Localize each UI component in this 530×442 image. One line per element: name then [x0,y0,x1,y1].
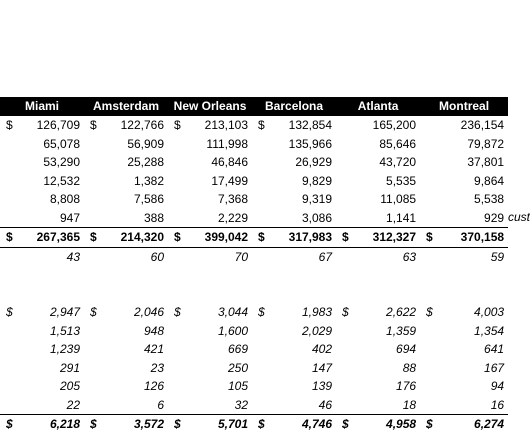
currency-symbol-cell[interactable]: $ [342,305,349,319]
value-cell[interactable]: 2,229 [218,210,249,225]
value-cell[interactable]: 1,513 [49,323,81,338]
value-cell[interactable]: 948 [143,323,165,338]
value-cell[interactable]: 3,044 [218,305,249,319]
header-row [0,97,508,116]
value-cell[interactable]: 26,929 [295,155,333,169]
data-row [0,322,508,341]
currency-symbol-cell[interactable] [336,396,352,415]
data-row [0,377,508,396]
value-cell[interactable]: 641 [484,342,505,356]
currency-symbol-cell[interactable] [336,135,352,154]
value-cell[interactable]: 1,983 [302,305,333,319]
value-cell[interactable]: 3,086 [302,210,333,225]
value-cell[interactable]: 1,354 [474,323,505,338]
count-row [0,247,508,266]
currency-symbol-cell[interactable]: $ [258,118,265,132]
currency-symbol-cell[interactable] [84,247,100,266]
value-cell[interactable]: 79,872 [467,136,505,151]
value-cell[interactable]: 291 [59,360,81,375]
value-cell[interactable]: 388 [143,210,165,225]
empty-row [0,285,508,304]
currency-symbol-cell[interactable] [84,135,100,154]
data-row [0,209,508,228]
value-cell[interactable]: 18 [402,397,417,412]
currency-symbol-cell[interactable] [84,209,100,228]
side-note-cust[interactable]: cust [508,210,530,224]
currency-symbol-cell[interactable] [336,116,352,135]
currency-symbol-cell[interactable] [168,135,184,154]
value-cell[interactable]: 53,290 [43,155,81,169]
currency-symbol-cell[interactable] [168,322,184,341]
value-cell[interactable]: 2,046 [133,305,165,319]
currency-symbol-cell[interactable] [0,172,16,191]
empty-cell[interactable] [0,266,508,285]
value-cell[interactable]: 139 [312,379,333,393]
currency-symbol-cell[interactable] [168,340,184,359]
currency-symbol-cell[interactable] [420,153,436,172]
value-cell[interactable]: 8,808 [49,192,81,206]
data-row [0,190,508,209]
currency-symbol-cell[interactable] [252,359,268,378]
value-cell[interactable]: 6,274 [436,415,508,434]
currency-symbol-cell[interactable] [336,359,352,378]
currency-symbol-cell[interactable]: $ [90,118,97,132]
currency-symbol-cell[interactable]: $ [90,305,97,319]
value-cell[interactable]: 59 [490,249,505,264]
value-cell[interactable]: 135,966 [288,136,333,151]
value-cell[interactable]: 205 [59,379,81,393]
currency-symbol-cell[interactable] [252,396,268,415]
total-row [0,228,508,248]
currency-symbol-cell[interactable] [336,247,352,266]
value-cell[interactable]: 85,646 [379,136,417,151]
currency-symbol-cell[interactable] [420,190,436,209]
currency-symbol-cell[interactable] [84,322,100,341]
value-cell[interactable]: 1,359 [386,323,417,338]
value-cell[interactable]: 1,141 [386,210,417,225]
value-cell[interactable]: 947 [59,210,81,225]
currency-symbol-cell[interactable] [168,153,184,172]
value-cell[interactable]: 1,239 [49,342,81,356]
currency-symbol-cell[interactable]: $ [6,305,13,319]
currency-symbol-cell[interactable] [252,377,268,396]
currency-symbol-cell[interactable]: $ [0,228,16,248]
currency-symbol-cell[interactable] [84,396,100,415]
value-cell[interactable]: 167 [484,360,505,375]
currency-symbol-cell[interactable] [420,135,436,154]
currency-symbol-cell[interactable]: $ [252,228,268,248]
value-cell[interactable]: 9,319 [302,192,333,206]
value-cell[interactable]: 9,829 [302,173,333,188]
value-cell[interactable]: 4,746 [268,415,336,434]
currency-symbol-cell[interactable] [336,340,352,359]
value-cell[interactable]: 65,078 [43,136,81,151]
currency-symbol-cell[interactable] [84,377,100,396]
column-header-atlanta[interactable]: Atlanta [336,97,420,116]
value-cell[interactable]: 12,532 [43,173,81,188]
value-cell[interactable]: 1,600 [218,323,249,338]
currency-symbol-cell[interactable]: $ [168,228,184,248]
currency-symbol-cell[interactable] [336,322,352,341]
value-cell[interactable]: 11,085 [380,192,417,206]
currency-symbol-cell[interactable]: $ [336,228,352,248]
data-row [0,396,508,415]
data-row [0,135,508,154]
currency-symbol-cell[interactable] [84,190,100,209]
value-cell[interactable]: 5,535 [386,173,417,188]
currency-symbol-cell[interactable] [168,190,184,209]
currency-symbol-cell[interactable] [0,135,16,154]
value-cell[interactable]: 111,998 [206,136,249,151]
value-cell[interactable]: 2,947 [49,305,81,319]
value-cell[interactable]: 312,327 [352,228,420,248]
currency-symbol-cell[interactable] [420,116,436,135]
value-cell[interactable]: 3,572 [100,415,168,434]
data-row [0,116,508,135]
currency-symbol-cell[interactable] [168,359,184,378]
data-row [0,172,508,191]
value-cell[interactable]: 6,218 [16,415,84,434]
currency-symbol-cell[interactable]: $ [426,305,433,319]
value-cell[interactable]: 88 [402,360,417,375]
value-cell[interactable]: 5,538 [474,192,505,206]
currency-symbol-cell[interactable] [420,209,436,228]
currency-symbol-cell[interactable] [420,340,436,359]
value-cell[interactable]: 9,864 [474,173,505,188]
currency-symbol-cell[interactable]: $ [84,415,100,434]
value-cell[interactable]: 122,766 [120,118,165,132]
currency-symbol-cell[interactable] [420,247,436,266]
currency-symbol-cell[interactable] [0,153,16,172]
value-cell[interactable]: 694 [396,342,417,356]
currency-symbol-cell[interactable] [84,359,100,378]
currency-symbol-cell[interactable] [252,340,268,359]
value-cell[interactable]: 214,320 [100,228,168,248]
currency-symbol-cell[interactable] [0,209,16,228]
currency-symbol-cell[interactable] [0,396,16,415]
currency-symbol-cell[interactable]: $ [174,118,181,132]
currency-symbol-cell[interactable] [252,172,268,191]
value-cell[interactable]: 43,720 [379,155,417,169]
value-cell[interactable]: 6 [157,397,165,412]
currency-symbol-cell[interactable] [0,190,16,209]
total-row [0,415,508,434]
currency-symbol-cell[interactable] [0,340,16,359]
value-cell[interactable]: 1,382 [133,173,165,188]
currency-symbol-cell[interactable]: $ [336,415,352,434]
value-cell[interactable]: 60 [150,249,165,264]
value-cell[interactable]: 402 [312,342,333,356]
value-cell[interactable]: 46,846 [211,155,249,169]
currency-symbol-cell[interactable] [252,322,268,341]
data-row [0,303,508,322]
currency-symbol-cell[interactable] [420,359,436,378]
value-cell[interactable]: 105 [228,379,249,393]
value-cell[interactable]: 46 [318,397,333,412]
currency-symbol-cell[interactable]: $ [84,228,100,248]
value-cell[interactable]: 70 [234,249,249,264]
value-cell[interactable]: 669 [228,342,249,356]
value-cell[interactable]: 4,958 [352,415,420,434]
value-cell[interactable]: 4,003 [474,305,505,319]
value-cell[interactable]: 176 [396,379,417,393]
currency-symbol-cell[interactable] [84,340,100,359]
value-cell[interactable]: 147 [312,360,333,375]
column-header-montreal[interactable]: Montreal [420,97,508,116]
column-header-miami[interactable]: Miami [0,97,84,116]
currency-symbol-cell[interactable] [252,209,268,228]
data-row [0,340,508,359]
spreadsheet-table [0,97,508,434]
currency-symbol-cell[interactable]: $ [420,415,436,434]
currency-symbol-cell[interactable]: $ [258,305,265,319]
currency-symbol-cell[interactable]: $ [168,415,184,434]
currency-symbol-cell[interactable] [84,172,100,191]
currency-symbol-cell[interactable] [168,209,184,228]
value-cell[interactable]: 165,200 [372,118,417,132]
value-cell[interactable]: 63 [402,249,417,264]
value-cell[interactable]: 236,154 [460,118,505,132]
currency-symbol-cell[interactable]: $ [420,228,436,248]
data-row [0,153,508,172]
value-cell[interactable]: 25,288 [127,155,165,169]
value-cell[interactable]: 7,586 [133,192,165,206]
value-cell[interactable]: 43 [66,249,81,264]
value-cell[interactable]: 94 [490,379,505,393]
currency-symbol-cell[interactable] [168,396,184,415]
value-cell[interactable]: 213,103 [204,118,249,132]
value-cell[interactable]: 126,709 [36,118,81,132]
currency-symbol-cell[interactable]: $ [174,305,181,319]
column-header-new-orleans[interactable]: New Orleans [168,97,252,116]
value-cell[interactable]: 23 [150,360,165,375]
value-cell[interactable]: 17,499 [211,173,249,188]
currency-symbol-cell[interactable]: $ [252,415,268,434]
value-cell[interactable]: 16 [490,397,505,412]
value-cell[interactable]: 421 [143,342,165,356]
currency-symbol-cell[interactable] [336,209,352,228]
column-header-amsterdam[interactable]: Amsterdam [84,97,168,116]
value-cell[interactable]: 5,701 [184,415,252,434]
empty-row [0,266,508,285]
currency-symbol-cell[interactable] [252,190,268,209]
currency-symbol-cell[interactable] [252,135,268,154]
currency-symbol-cell[interactable] [420,396,436,415]
value-cell[interactable]: 37,801 [467,155,505,169]
currency-symbol-cell[interactable] [252,153,268,172]
currency-symbol-cell[interactable] [0,247,16,266]
currency-symbol-cell[interactable] [84,153,100,172]
value-cell[interactable]: 22 [66,397,81,412]
value-cell[interactable]: 250 [228,360,249,375]
currency-symbol-cell[interactable] [168,377,184,396]
empty-cell[interactable] [0,285,508,304]
currency-symbol-cell[interactable] [168,172,184,191]
value-cell[interactable]: 370,158 [436,228,508,248]
value-cell[interactable]: 67 [318,249,333,264]
value-cell[interactable]: 2,029 [302,323,333,338]
currency-symbol-cell[interactable] [336,153,352,172]
currency-symbol-cell[interactable] [0,322,16,341]
currency-symbol-cell[interactable] [336,377,352,396]
currency-symbol-cell[interactable] [336,172,352,191]
value-cell[interactable]: 126 [143,379,165,393]
value-cell[interactable]: 132,854 [288,118,333,132]
value-cell[interactable]: 317,983 [268,228,336,248]
currency-symbol-cell[interactable] [168,247,184,266]
value-cell[interactable]: 929 [484,210,505,225]
value-cell[interactable]: 56,909 [127,136,165,151]
currency-symbol-cell[interactable] [420,377,436,396]
data-row [0,359,508,378]
value-cell[interactable]: 2,622 [386,305,417,319]
currency-symbol-cell[interactable] [0,359,16,378]
currency-symbol-cell[interactable] [0,377,16,396]
value-cell[interactable]: 399,042 [184,228,252,248]
currency-symbol-cell[interactable]: $ [0,415,16,434]
value-cell[interactable]: 32 [234,397,249,412]
value-cell[interactable]: 267,365 [16,228,84,248]
sheet-body [0,97,508,434]
currency-symbol-cell[interactable] [420,322,436,341]
currency-symbol-cell[interactable] [336,190,352,209]
currency-symbol-cell[interactable] [252,247,268,266]
currency-symbol-cell[interactable]: $ [6,118,13,132]
currency-symbol-cell[interactable] [420,172,436,191]
value-cell[interactable]: 7,368 [218,192,249,206]
column-header-barcelona[interactable]: Barcelona [252,97,336,116]
